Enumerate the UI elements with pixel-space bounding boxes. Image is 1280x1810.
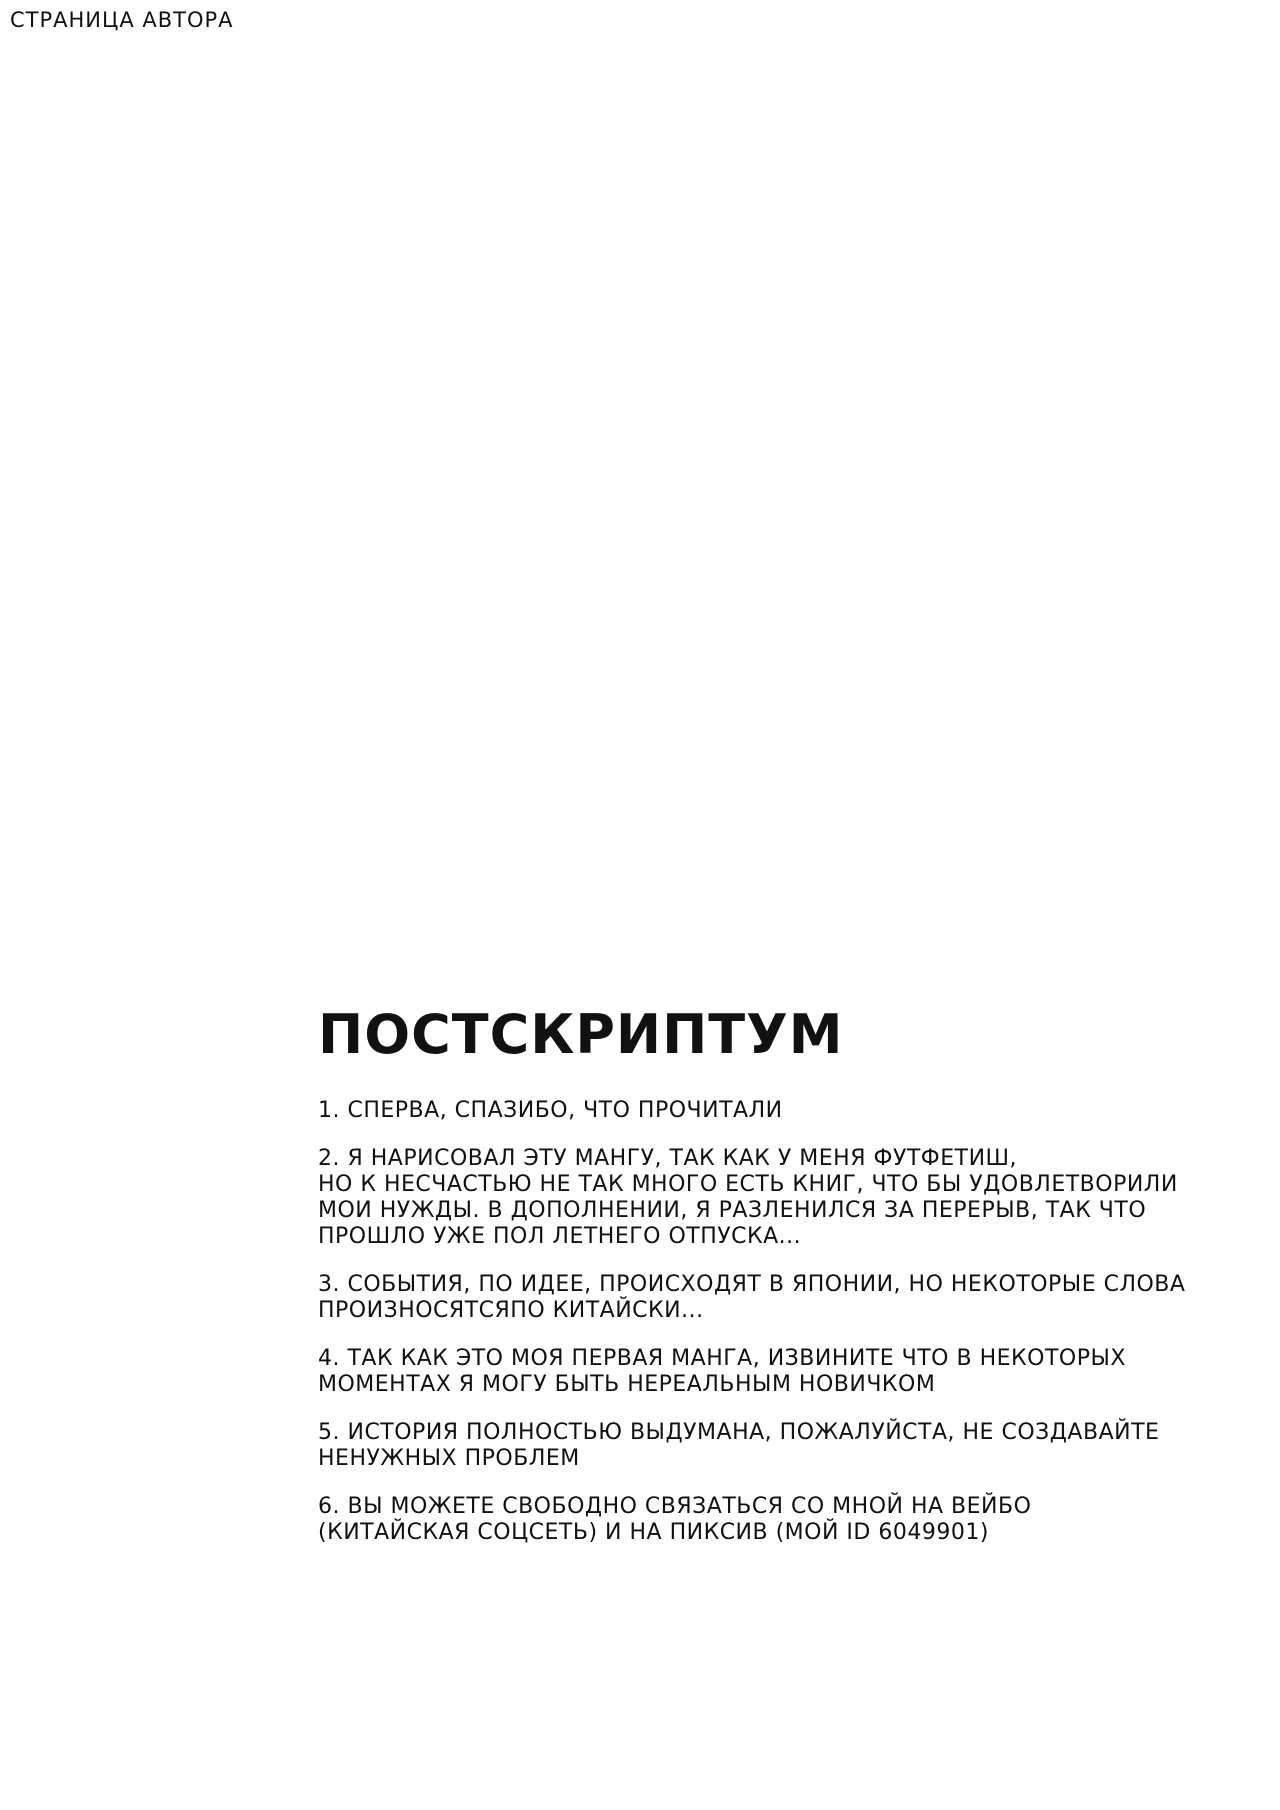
- note-1: [318, 1098, 1268, 1124]
- note-line: 3. СОБЫТИЯ, ПО ИДЕЕ, ПРОИСХОДЯТ В ЯПОНИИ, НО НЕКОТОРЫЕ СЛОВА: [318, 1272, 1186, 1298]
- postscript-notes: [318, 1098, 1268, 1546]
- note-line: 6. ВЫ МОЖЕТЕ СВОБОДНО СВЯЗАТЬСЯ СО МНОЙ НА ВЕЙБО: [318, 1494, 1032, 1520]
- note-line: 2. Я НАРИСОВАЛ ЭТУ МАНГУ, ТАК КАК У МЕНЯ ФУТФЕТИШ,: [318, 1146, 1018, 1172]
- note-3: [318, 1272, 1268, 1324]
- page-header-label: СТРАНИЦА АВТОРА: [10, 8, 234, 32]
- note-line: 5. ИСТОРИЯ ПОЛНОСТЬЮ ВЫДУМАНА, ПОЖАЛУЙСТА, НЕ СОЗДАВАЙТЕ: [318, 1420, 1160, 1446]
- note-line: МОМЕНТАХ Я МОГУ БЫТЬ НЕРЕАЛЬНЫМ НОВИЧКОМ: [318, 1372, 936, 1398]
- note-line: (КИТАЙСКАЯ СОЦСЕТЬ) И НА ПИКСИВ (МОЙ ID 6049901): [318, 1520, 989, 1546]
- note-5: [318, 1420, 1268, 1472]
- note-line: МОИ НУЖДЫ. В ДОПОЛНЕНИИ, Я РАЗЛЕНИЛСЯ ЗА ПЕРЕРЫВ, ТАК ЧТО: [318, 1198, 1147, 1224]
- note-line: 4. ТАК КАК ЭТО МОЯ ПЕРВАЯ МАНГА, ИЗВИНИТЕ ЧТО В НЕКОТОРЫХ: [318, 1346, 1126, 1372]
- postscript-title: ПОСТСКРИПТУМ: [318, 1003, 844, 1066]
- note-4: [318, 1346, 1268, 1398]
- note-2: [318, 1146, 1268, 1250]
- note-line: ПРОИЗНОСЯТСЯПО КИТАЙСКИ...: [318, 1298, 704, 1324]
- note-line: НО К НЕСЧАСТЬЮ НЕ ТАК МНОГО ЕСТЬ КНИГ, ЧТО БЫ УДОВЛЕТВОРИЛИ: [318, 1172, 1178, 1198]
- note-line: ПРОШЛО УЖЕ ПОЛ ЛЕТНЕГО ОТПУСКА...: [318, 1224, 802, 1250]
- postscript-section: [318, 1005, 1268, 1568]
- note-6: [318, 1494, 1268, 1546]
- note-line: НЕНУЖНЫХ ПРОБЛЕМ: [318, 1446, 580, 1472]
- note-line: 1. СПЕРВА, СПАЗИБО, ЧТО ПРОЧИТАЛИ: [318, 1098, 783, 1124]
